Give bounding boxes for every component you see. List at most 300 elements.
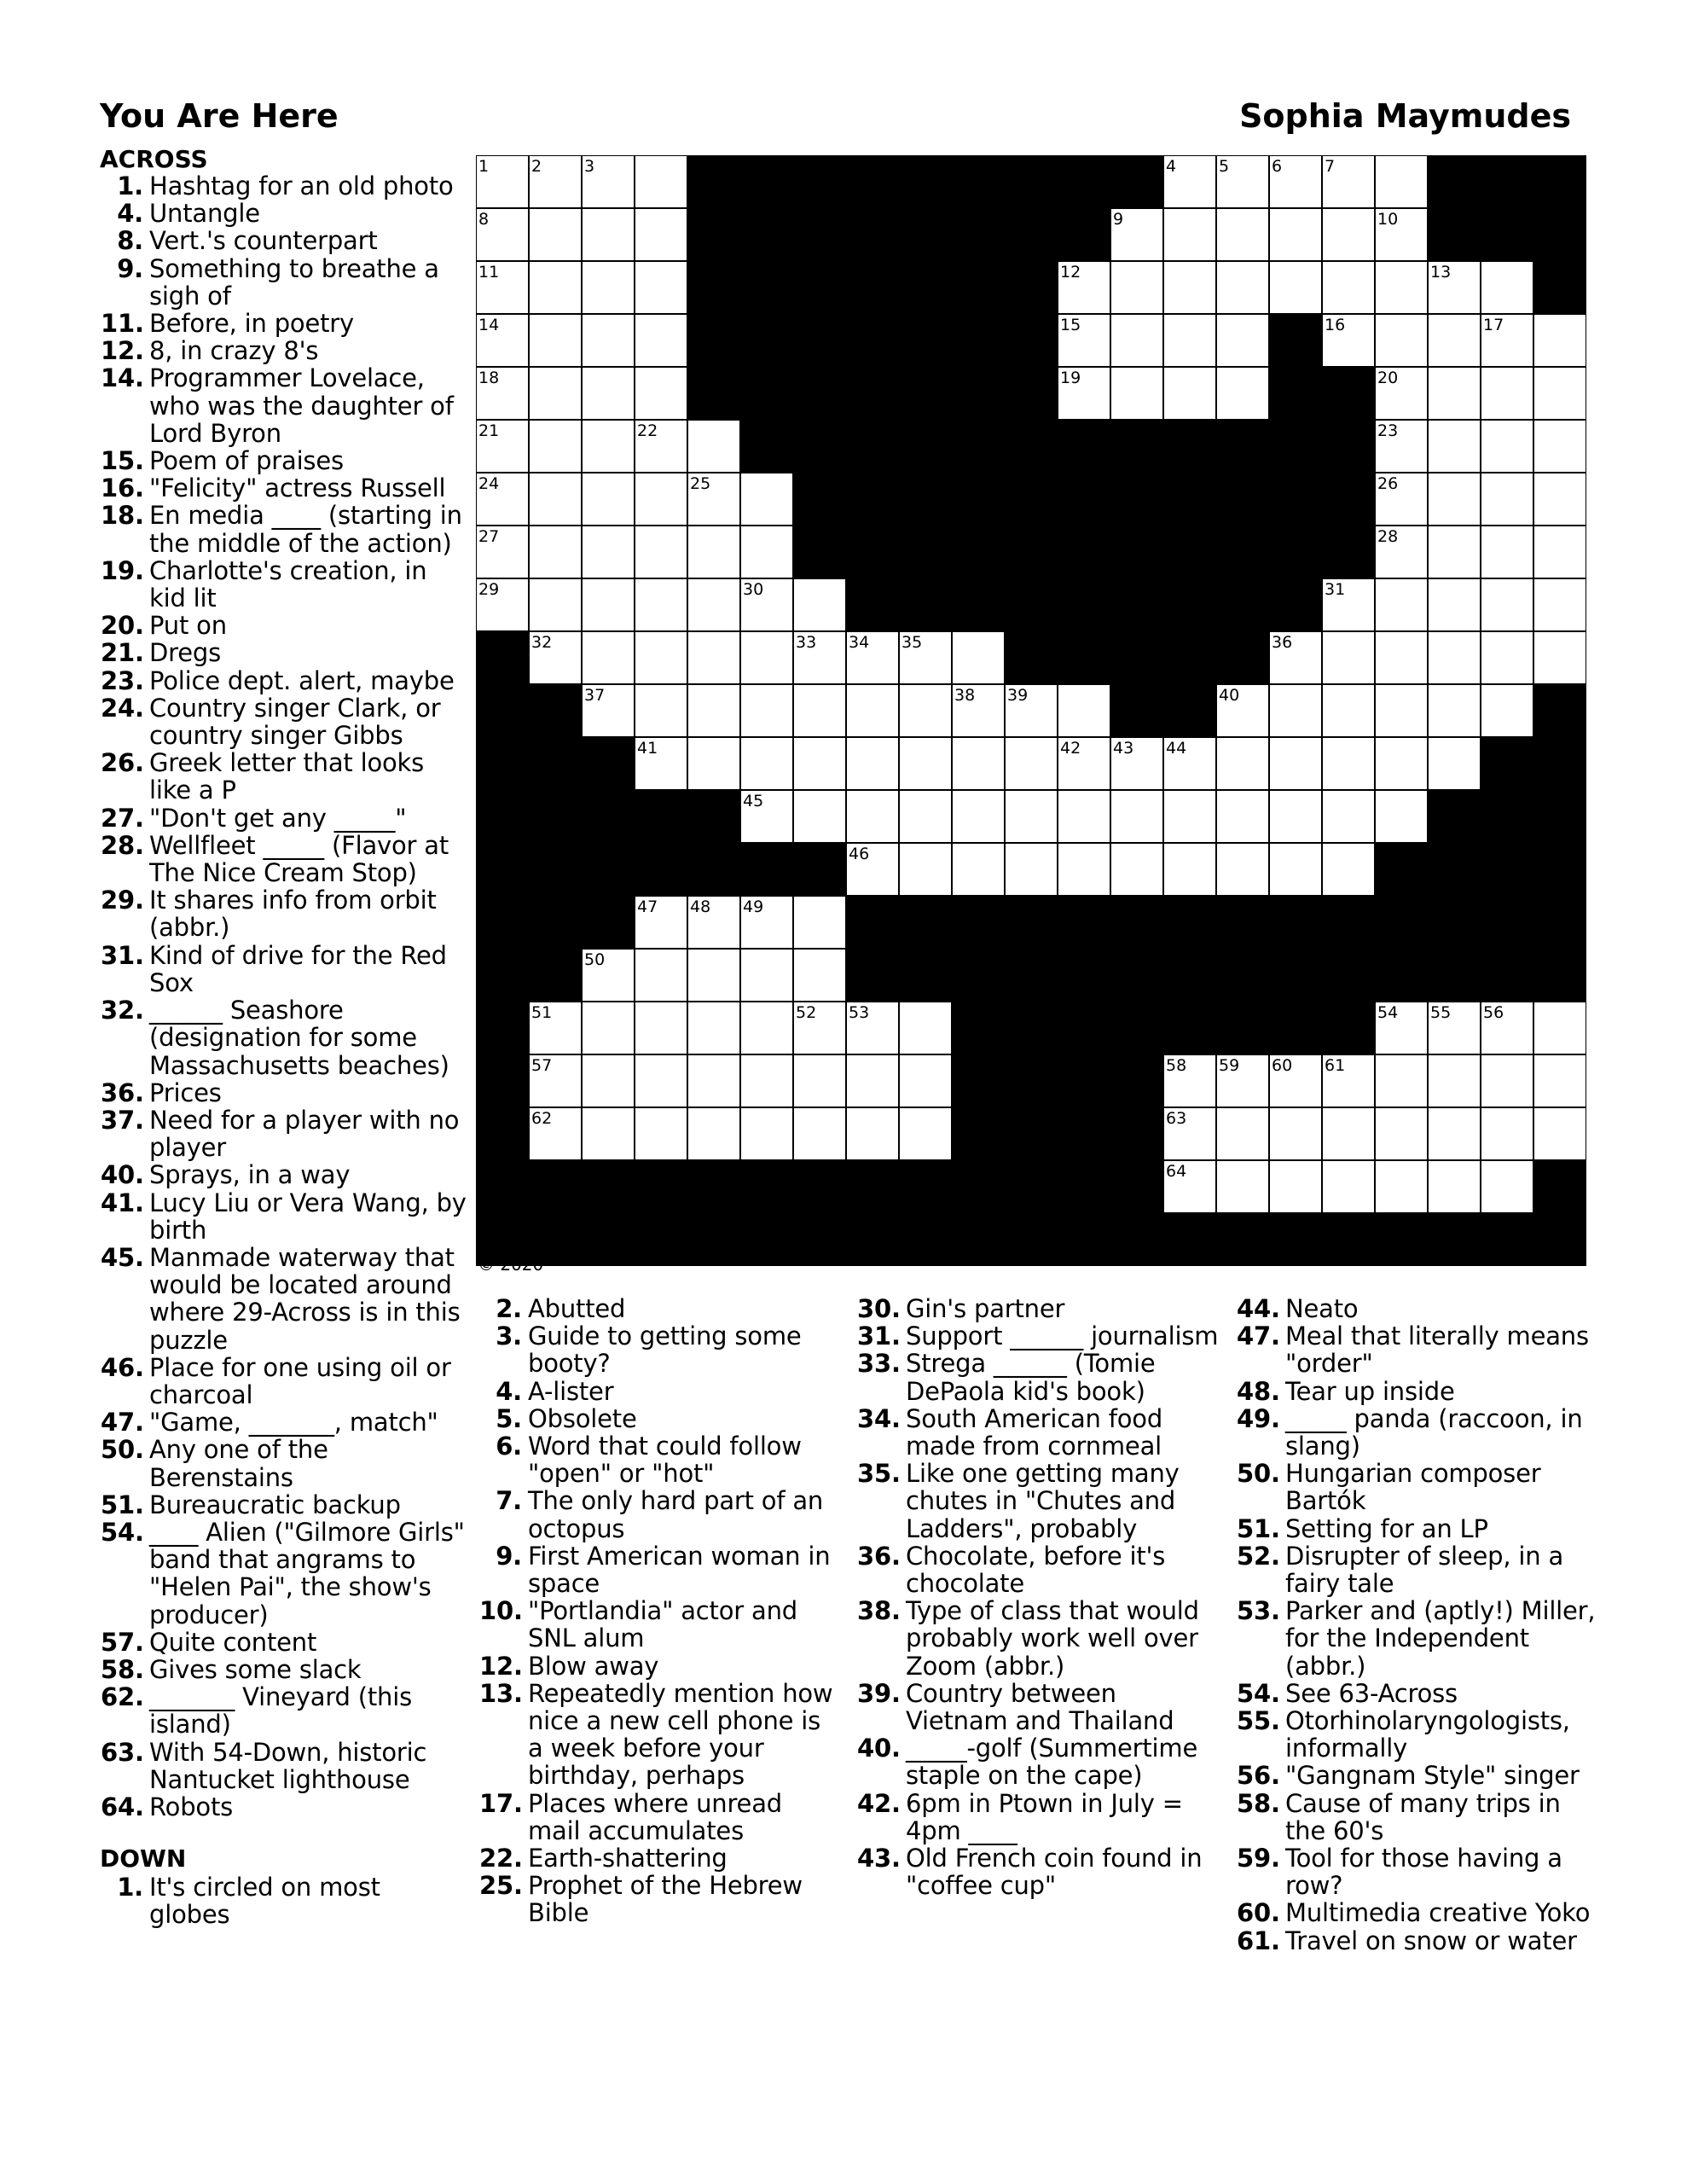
down-clue[interactable] xyxy=(479,1322,842,1377)
clue-text: ______ Seashore (designation for some Massachusetts beaches) xyxy=(149,996,449,1080)
clue-text: Hashtag for an old photo xyxy=(149,171,454,200)
clue-number: 58. xyxy=(1237,1788,1280,1818)
grid-cell[interactable] xyxy=(900,791,951,842)
across-clue[interactable] xyxy=(101,200,467,227)
clue-number: 46. xyxy=(101,1352,144,1382)
grid-cell[interactable] xyxy=(1217,791,1268,842)
cell-number: 42 xyxy=(1060,739,1081,758)
grid-cell[interactable] xyxy=(1058,791,1110,842)
clue-number: 51. xyxy=(1237,1513,1280,1543)
across-clue[interactable] xyxy=(101,502,467,556)
cell-number: 29 xyxy=(478,580,500,599)
grid-cell[interactable] xyxy=(1376,791,1427,842)
clue-text: Quite content xyxy=(149,1627,317,1657)
down-clue[interactable] xyxy=(857,1322,1220,1350)
down-clue[interactable] xyxy=(857,1295,1220,1322)
cell-number: 24 xyxy=(478,474,500,493)
cell-number: 35 xyxy=(901,633,923,652)
cell-number: 58 xyxy=(1166,1056,1187,1075)
cell-number: 1 xyxy=(478,157,490,176)
grid-cell[interactable] xyxy=(1376,685,1427,736)
grid-cell[interactable] xyxy=(1481,685,1533,736)
clue-text: Need for a player with no player xyxy=(149,1105,460,1163)
clue-number: 13. xyxy=(479,1678,523,1708)
grid-cell[interactable] xyxy=(953,844,1004,895)
grid-cell[interactable] xyxy=(1376,315,1427,366)
down-clue[interactable] xyxy=(1237,1680,1603,1707)
across-clue[interactable] xyxy=(101,337,467,364)
grid-cell[interactable] xyxy=(1429,368,1480,419)
clue-number: 28. xyxy=(101,830,144,860)
grid-cell[interactable] xyxy=(1217,1108,1268,1159)
grid-cell[interactable] xyxy=(1164,844,1215,895)
clue-number: 45. xyxy=(101,1242,144,1272)
grid-cell[interactable] xyxy=(1323,738,1374,789)
grid-cell[interactable] xyxy=(847,1108,898,1159)
grid-cell[interactable] xyxy=(583,209,634,260)
grid-cell[interactable] xyxy=(1270,262,1321,313)
grid-cell[interactable] xyxy=(530,579,581,630)
across-clue[interactable] xyxy=(101,447,467,474)
down-clue[interactable] xyxy=(479,1487,842,1542)
grid-cell[interactable] xyxy=(1481,632,1533,683)
grid-cell[interactable] xyxy=(1534,368,1586,419)
grid-cell[interactable] xyxy=(688,1108,739,1159)
grid-cell[interactable] xyxy=(1217,368,1268,419)
across-clue[interactable] xyxy=(101,1354,467,1409)
down-clue-list-part-3 xyxy=(857,1295,1220,1899)
down-clue[interactable] xyxy=(857,1844,1220,1899)
clue-number: 55. xyxy=(1237,1706,1280,1736)
clue-number: 33. xyxy=(857,1349,901,1379)
down-clue[interactable] xyxy=(479,1542,842,1597)
grid-cell[interactable] xyxy=(1164,368,1215,419)
grid-cell[interactable] xyxy=(530,315,581,366)
grid-cell[interactable] xyxy=(635,368,687,419)
down-clue[interactable] xyxy=(1237,1515,1603,1542)
grid-cell[interactable] xyxy=(688,1002,739,1054)
grid-cell[interactable] xyxy=(1534,1055,1586,1107)
grid-cell[interactable] xyxy=(741,738,792,789)
grid-cell[interactable] xyxy=(1164,791,1215,842)
grid-cell[interactable] xyxy=(1534,315,1586,366)
down-clue[interactable] xyxy=(857,1460,1220,1542)
grid-cell[interactable] xyxy=(1481,1108,1533,1159)
grid-cell[interactable] xyxy=(741,473,792,525)
cell-number: 47 xyxy=(637,897,658,916)
across-clue[interactable] xyxy=(101,310,467,337)
grid-cell[interactable] xyxy=(635,156,687,207)
down-clue[interactable] xyxy=(1237,1762,1603,1789)
clue-text: Kind of drive for the Red Sox xyxy=(149,940,447,997)
across-clue[interactable] xyxy=(101,1793,467,1821)
grid-cell[interactable] xyxy=(1164,262,1215,313)
down-clue[interactable] xyxy=(1237,1322,1603,1377)
clue-number: 63. xyxy=(101,1737,144,1767)
down-clue[interactable] xyxy=(1237,1378,1603,1405)
cell-number: 18 xyxy=(478,369,500,387)
clue-number: 11. xyxy=(101,309,144,339)
grid-cell[interactable] xyxy=(1481,368,1533,419)
down-clue[interactable] xyxy=(1237,1899,1603,1926)
grid-cell[interactable] xyxy=(794,1055,845,1107)
grid-cell[interactable] xyxy=(583,1108,634,1159)
grid-cell[interactable] xyxy=(794,897,845,948)
grid-cell[interactable] xyxy=(1376,262,1427,313)
across-clue[interactable] xyxy=(101,474,467,502)
clue-number: 22. xyxy=(479,1844,523,1873)
clue-number: 54. xyxy=(101,1517,144,1547)
grid-cell[interactable] xyxy=(847,685,898,736)
grid-cell[interactable] xyxy=(688,685,739,736)
grid-cell[interactable] xyxy=(688,1055,739,1107)
grid-cell[interactable] xyxy=(1217,1161,1268,1212)
grid-cell[interactable] xyxy=(688,579,739,630)
grid-cell[interactable] xyxy=(1429,473,1480,525)
grid-cell[interactable] xyxy=(953,632,1004,683)
grid-cell[interactable] xyxy=(794,1108,845,1159)
across-clue[interactable] xyxy=(101,1244,467,1354)
across-clue[interactable] xyxy=(101,557,467,612)
grid-cell[interactable] xyxy=(1270,791,1321,842)
clue-text: Repeatedly mention how nice a new cell phone is a week before your birthday, perhaps xyxy=(528,1678,833,1791)
grid-cell[interactable] xyxy=(900,738,951,789)
grid-cell[interactable] xyxy=(741,1108,792,1159)
grid-cell[interactable] xyxy=(635,315,687,366)
clue-number: 40. xyxy=(857,1734,901,1763)
down-clue[interactable] xyxy=(479,1432,842,1487)
down-clue[interactable] xyxy=(1237,1790,1603,1844)
down-clue[interactable] xyxy=(1237,1597,1603,1680)
grid-cell[interactable] xyxy=(1534,579,1586,630)
grid-cell[interactable] xyxy=(635,1002,687,1054)
down-clue[interactable] xyxy=(479,1405,842,1432)
grid-cell[interactable] xyxy=(1323,1161,1374,1212)
across-clue[interactable] xyxy=(101,255,467,310)
clue-number: 41. xyxy=(101,1188,144,1217)
down-clue[interactable] xyxy=(479,1872,842,1926)
clue-number: 23. xyxy=(101,665,144,695)
across-clue[interactable] xyxy=(101,1683,467,1738)
down-clue[interactable] xyxy=(1237,1844,1603,1899)
cell-number: 32 xyxy=(531,633,553,652)
grid-cell[interactable] xyxy=(847,1055,898,1107)
grid-cell[interactable] xyxy=(1323,1108,1374,1159)
across-clue[interactable] xyxy=(101,942,467,996)
grid-cell[interactable] xyxy=(1270,738,1321,789)
grid-cell[interactable] xyxy=(583,526,634,578)
grid-cell[interactable] xyxy=(1481,262,1533,313)
grid-cell[interactable] xyxy=(1376,579,1427,630)
grid-cell[interactable] xyxy=(741,1055,792,1107)
down-clue[interactable] xyxy=(479,1790,842,1844)
grid-cell[interactable] xyxy=(1006,791,1057,842)
cell-number: 64 xyxy=(1166,1162,1187,1181)
grid-cell[interactable] xyxy=(794,579,845,630)
down-clue[interactable] xyxy=(1237,1295,1603,1322)
across-clue[interactable] xyxy=(101,804,467,832)
cell-number: 21 xyxy=(478,421,500,440)
grid-cell[interactable] xyxy=(1217,209,1268,260)
grid-cell[interactable] xyxy=(1111,844,1162,895)
grid-cell[interactable] xyxy=(530,209,581,260)
grid-cell[interactable] xyxy=(635,262,687,313)
grid-cell[interactable] xyxy=(1217,844,1268,895)
grid-cell[interactable] xyxy=(1534,421,1586,472)
grid-cell[interactable] xyxy=(1429,315,1480,366)
across-clue[interactable] xyxy=(101,749,467,804)
across-clue[interactable] xyxy=(101,1519,467,1629)
grid-cell[interactable] xyxy=(1376,1108,1427,1159)
clue-number: 31. xyxy=(101,940,144,970)
clue-number: 4. xyxy=(117,199,143,229)
grid-cell[interactable] xyxy=(1111,262,1162,313)
grid-cell[interactable] xyxy=(1111,315,1162,366)
across-clue[interactable] xyxy=(101,886,467,941)
down-clue[interactable] xyxy=(857,1405,1220,1460)
across-clue[interactable] xyxy=(101,1656,467,1683)
clue-number: 50. xyxy=(101,1435,144,1465)
grid-cell[interactable] xyxy=(741,685,792,736)
grid-cell[interactable] xyxy=(1534,1002,1586,1054)
grid-cell[interactable] xyxy=(847,738,898,789)
grid-cell[interactable] xyxy=(530,262,581,313)
grid-cell[interactable] xyxy=(900,1108,951,1159)
cell-number: 57 xyxy=(531,1056,553,1075)
grid-cell[interactable] xyxy=(741,526,792,578)
grid-cell[interactable] xyxy=(1376,1161,1427,1212)
grid-cell[interactable] xyxy=(900,685,951,736)
clue-text: Strega ______ (Tomie DePaola kid's book) xyxy=(906,1349,1156,1406)
down-clue[interactable] xyxy=(857,1680,1220,1734)
down-clue[interactable] xyxy=(857,1350,1220,1404)
grid-cell[interactable] xyxy=(794,791,845,842)
grid-cell[interactable] xyxy=(583,421,634,472)
grid-cell[interactable] xyxy=(1376,738,1427,789)
grid-cell[interactable] xyxy=(635,685,687,736)
down-clue[interactable] xyxy=(1237,1927,1603,1955)
grid-cell[interactable] xyxy=(1534,1108,1586,1159)
grid-cell[interactable] xyxy=(583,1055,634,1107)
grid-cell[interactable] xyxy=(635,579,687,630)
grid-cell[interactable] xyxy=(953,738,1004,789)
grid-cell[interactable] xyxy=(583,579,634,630)
grid-cell[interactable] xyxy=(1534,632,1586,683)
grid-cell[interactable] xyxy=(741,632,792,683)
across-clue[interactable] xyxy=(101,1629,467,1656)
grid-cell[interactable] xyxy=(953,791,1004,842)
grid-cell[interactable] xyxy=(1270,844,1321,895)
grid-cell[interactable] xyxy=(530,421,581,472)
down-clue[interactable] xyxy=(1237,1542,1603,1597)
clue-number: 53. xyxy=(1237,1596,1280,1626)
grid-cell[interactable] xyxy=(794,738,845,789)
grid-cell[interactable] xyxy=(1111,791,1162,842)
grid-cell[interactable] xyxy=(1111,368,1162,419)
across-clue[interactable] xyxy=(101,1189,467,1244)
grid-cell[interactable] xyxy=(794,950,845,1001)
grid-cell[interactable] xyxy=(741,950,792,1001)
clue-number: 49. xyxy=(1237,1403,1280,1433)
clue-number: 47. xyxy=(1237,1321,1280,1351)
cell-number: 30 xyxy=(743,580,764,599)
grid-cell[interactable] xyxy=(635,950,687,1001)
across-clue[interactable] xyxy=(101,1107,467,1161)
grid-cell[interactable] xyxy=(1270,685,1321,736)
grid-cell[interactable] xyxy=(530,526,581,578)
grid-cell[interactable] xyxy=(1270,1108,1321,1159)
down-clue[interactable] xyxy=(479,1597,842,1652)
grid-cell[interactable] xyxy=(583,368,634,419)
grid-cell[interactable] xyxy=(688,632,739,683)
down-clue[interactable] xyxy=(857,1734,1220,1789)
grid-cell[interactable] xyxy=(1429,526,1480,578)
grid-cell[interactable] xyxy=(1429,632,1480,683)
cell-number: 41 xyxy=(637,739,658,758)
grid-cell[interactable] xyxy=(1270,1161,1321,1212)
clue-text: The only hard part of an octopus xyxy=(528,1486,824,1543)
grid-cell[interactable] xyxy=(1429,685,1480,736)
grid-cell[interactable] xyxy=(530,473,581,525)
across-clue[interactable] xyxy=(101,364,467,447)
grid-cell[interactable] xyxy=(741,1002,792,1054)
grid-cell[interactable] xyxy=(583,315,634,366)
grid-cell[interactable] xyxy=(530,368,581,419)
grid-cell[interactable] xyxy=(1429,738,1480,789)
down-clue[interactable] xyxy=(101,1873,467,1928)
clue-number: 54. xyxy=(1237,1678,1280,1708)
cell-number: 9 xyxy=(1113,210,1124,229)
across-clue[interactable] xyxy=(101,996,467,1079)
clue-text: First American woman in space xyxy=(528,1541,831,1599)
grid-cell[interactable] xyxy=(900,844,951,895)
down-clue[interactable] xyxy=(479,1378,842,1405)
grid-cell[interactable] xyxy=(1323,685,1374,736)
down-clue[interactable] xyxy=(857,1790,1220,1844)
grid-cell[interactable] xyxy=(1323,209,1374,260)
grid-cell[interactable] xyxy=(688,421,739,472)
across-clue[interactable] xyxy=(101,227,467,254)
across-clue[interactable] xyxy=(101,612,467,639)
grid-cell[interactable] xyxy=(635,473,687,525)
clue-number: 60. xyxy=(1237,1898,1280,1928)
grid-cell[interactable] xyxy=(1006,738,1057,789)
down-clue[interactable] xyxy=(479,1295,842,1322)
grid-cell[interactable] xyxy=(1323,632,1374,683)
grid-cell[interactable] xyxy=(635,209,687,260)
clue-text: With 54-Down, historic Nantucket lighthouse xyxy=(149,1737,427,1794)
down-clue[interactable] xyxy=(479,1844,842,1872)
grid-cell[interactable] xyxy=(1481,473,1533,525)
grid-cell[interactable] xyxy=(1217,262,1268,313)
grid-cell[interactable] xyxy=(1429,1055,1480,1107)
grid-cell[interactable] xyxy=(583,262,634,313)
grid-cell[interactable] xyxy=(583,632,634,683)
grid-cell[interactable] xyxy=(1164,315,1215,366)
grid-cell[interactable] xyxy=(635,632,687,683)
grid-cell[interactable] xyxy=(1481,579,1533,630)
grid-cell[interactable] xyxy=(635,1055,687,1107)
grid-cell[interactable] xyxy=(1323,844,1374,895)
clue-text: Meal that literally means "order" xyxy=(1285,1321,1589,1379)
grid-cell[interactable] xyxy=(583,1002,634,1054)
down-clue[interactable] xyxy=(857,1597,1220,1680)
clue-text: Cause of many trips in the 60's xyxy=(1285,1788,1561,1845)
grid-cell[interactable] xyxy=(900,1055,951,1107)
cell-number: 43 xyxy=(1113,739,1134,758)
grid-cell[interactable] xyxy=(635,526,687,578)
grid-cell[interactable] xyxy=(1164,209,1215,260)
grid-cell[interactable] xyxy=(635,1108,687,1159)
grid-cell[interactable] xyxy=(688,738,739,789)
grid-cell[interactable] xyxy=(847,791,898,842)
cell-number: 38 xyxy=(954,686,976,705)
clue-text: Hungarian composer Bartók xyxy=(1285,1459,1541,1516)
grid-cell[interactable] xyxy=(1429,1108,1480,1159)
grid-cell[interactable] xyxy=(1376,1055,1427,1107)
cell-number: 53 xyxy=(849,1003,870,1022)
down-clue[interactable] xyxy=(479,1653,842,1680)
across-clue[interactable] xyxy=(101,832,467,886)
grid-cell[interactable] xyxy=(1429,579,1480,630)
grid-cell[interactable] xyxy=(1534,526,1586,578)
clue-text: Chocolate, before it's chocolate xyxy=(906,1541,1166,1599)
across-clue[interactable] xyxy=(101,1079,467,1107)
grid-cell[interactable] xyxy=(1429,421,1480,472)
clue-text: Dregs xyxy=(149,638,221,668)
grid-cell[interactable] xyxy=(900,1002,951,1054)
grid-cell[interactable] xyxy=(1481,421,1533,472)
grid-cell[interactable] xyxy=(1217,315,1268,366)
grid-cell[interactable] xyxy=(688,526,739,578)
grid-cell[interactable] xyxy=(1481,1055,1533,1107)
grid-cell[interactable] xyxy=(1058,685,1110,736)
grid-cell[interactable] xyxy=(1006,844,1057,895)
grid-cell[interactable] xyxy=(1481,1161,1533,1212)
down-clue[interactable] xyxy=(479,1680,842,1790)
grid-cell[interactable] xyxy=(1376,156,1427,207)
down-clue[interactable] xyxy=(1237,1707,1603,1762)
across-clue[interactable] xyxy=(101,1436,467,1490)
grid-cell[interactable] xyxy=(583,473,634,525)
grid-cell[interactable] xyxy=(1534,473,1586,525)
grid-cell[interactable] xyxy=(1058,844,1110,895)
across-clue[interactable] xyxy=(101,172,467,200)
down-clue[interactable] xyxy=(1237,1460,1603,1514)
down-clue[interactable] xyxy=(1237,1405,1603,1460)
cell-number: 6 xyxy=(1272,157,1283,176)
across-clue[interactable] xyxy=(101,694,467,749)
clue-text: Manmade waterway that would be located around where 29-Across is in this puzzle xyxy=(149,1242,461,1355)
across-clue[interactable] xyxy=(101,1409,467,1436)
grid-cell[interactable] xyxy=(1323,791,1374,842)
across-clue[interactable] xyxy=(101,1491,467,1519)
across-clue[interactable] xyxy=(101,667,467,694)
across-clue[interactable] xyxy=(101,1739,467,1793)
grid-cell[interactable] xyxy=(1217,738,1268,789)
grid-cell[interactable] xyxy=(1376,632,1427,683)
grid-cell[interactable] xyxy=(1270,209,1321,260)
grid-cell[interactable] xyxy=(688,950,739,1001)
grid-cell[interactable] xyxy=(1481,526,1533,578)
across-clue[interactable] xyxy=(101,1161,467,1188)
grid-cell[interactable] xyxy=(1323,262,1374,313)
across-clue[interactable] xyxy=(101,639,467,666)
grid-cell[interactable] xyxy=(1429,1161,1480,1212)
clue-number: 19. xyxy=(101,555,144,585)
down-clue[interactable] xyxy=(857,1542,1220,1597)
grid-cell[interactable] xyxy=(794,685,845,736)
